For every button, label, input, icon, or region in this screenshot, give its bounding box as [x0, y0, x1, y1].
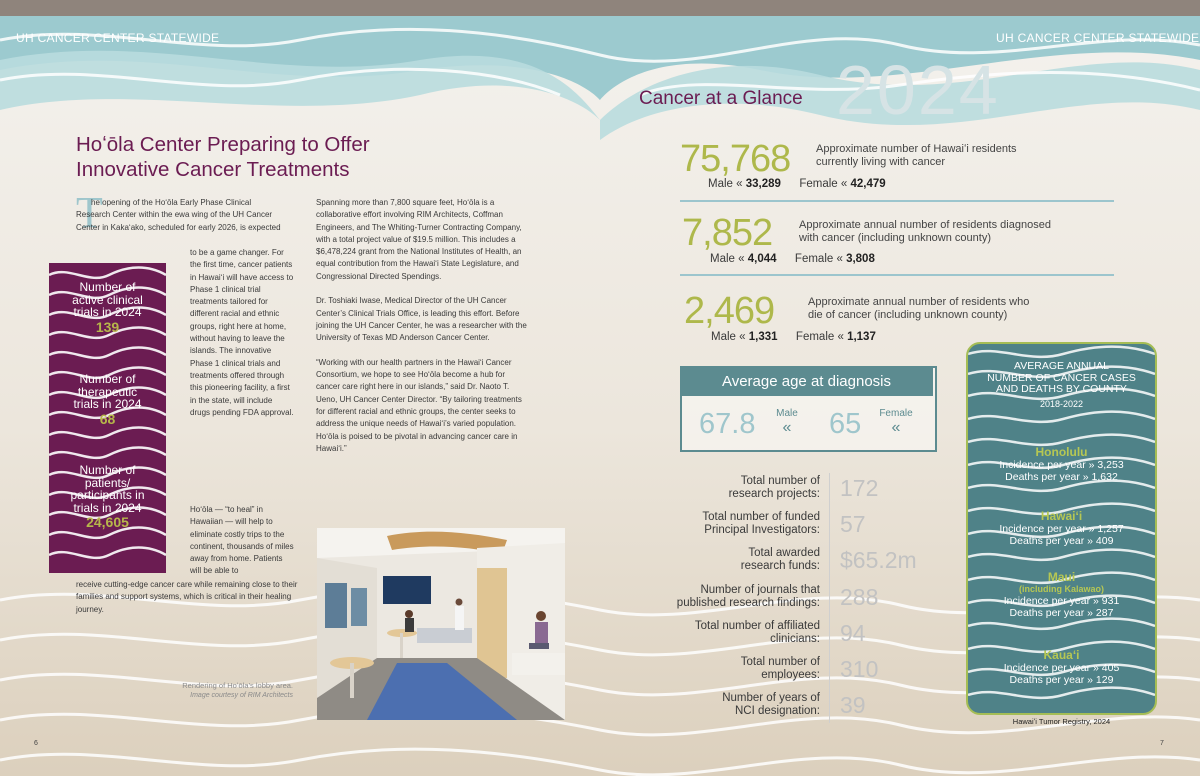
average-age-heading: Average age at diagnosis — [680, 366, 933, 396]
label-line: published research findings: — [676, 597, 820, 609]
article-paragraph: Dr. Toshiaki Iwase, Medical Director of the UH Cancer Center’s Clinical Trials Office, is leading this effort. Before joining the UH Cancer Center, he was a researcher with the University of Texas MD Anderson Cancer Center. — [316, 296, 527, 343]
stat-participants — [49, 464, 166, 530]
row-value: 310 — [840, 656, 879, 682]
stat-label: Number of — [79, 280, 136, 294]
male-label: Male « — [710, 253, 745, 265]
desc-line: currently living with cancer — [816, 156, 945, 168]
county-maui — [968, 570, 1155, 619]
female-value: 1,137 — [847, 331, 876, 343]
row-value: 57 — [840, 511, 866, 537]
article-column-2 — [316, 197, 530, 468]
stat-deaths-breakdown — [711, 331, 876, 343]
row-value: 288 — [840, 584, 879, 610]
stat-label: trials in 2024 — [73, 500, 142, 515]
row-value: 172 — [840, 475, 879, 501]
male-value: 4,044 — [747, 253, 777, 265]
male-age-label — [771, 408, 803, 436]
image-caption — [148, 681, 293, 701]
label-line: Total number of — [740, 475, 820, 487]
incidence-line: Incidence per year » 405 — [1003, 662, 1120, 674]
article-intro: he opening of the Hoʻōla Early Phase Clinical Research Center within the ewa wing of the UH Cancer Center in Kakaʻako, scheduled for early 2026, is expected — [76, 198, 281, 232]
male-label: Male « — [711, 331, 746, 343]
desc-line: die of cancer (including unknown county) — [808, 309, 1008, 321]
label-line: Total number of — [740, 656, 820, 668]
article-paragraph: “Working with our health partners in the Hawaiʻi Cancer Consortium, we hope to see Hoʻōla become a hub for cancer care right here in our islands,” said Dr. Naoto T. Ueno, UH Cancer Center Director. “By tailoring treatments for different racial and ethnic groups, the center seeks to address the unique needs of Hawaiʻi’s varied population. Hoʻōla is poised to be pivotal in advancing cancer care in Hawaiʻi.” — [316, 357, 522, 453]
stat-label: patients/ — [84, 475, 131, 490]
female-age-value: 65 — [829, 408, 862, 440]
stat-deaths-value: 2,469 — [684, 290, 775, 332]
label-line: Principal Investigators: — [704, 524, 820, 536]
page-number-right: 7 — [1160, 740, 1164, 747]
drop-cap: T — [76, 188, 103, 237]
male-value: 33,289 — [745, 178, 781, 190]
caption-credit: Image courtesy of RIM Architects — [190, 692, 293, 699]
row-value: 94 — [840, 620, 866, 646]
employees-row — [620, 656, 920, 692]
female-label: Female « — [799, 178, 848, 190]
stat-label: Number of — [79, 463, 136, 477]
deaths-line: Deaths per year » 409 — [1009, 535, 1114, 547]
principal-investigators-row — [620, 511, 920, 547]
lobby-rendering-image — [317, 528, 565, 720]
county-name: Honolulu — [1035, 445, 1088, 459]
male-label: Male « — [708, 178, 743, 190]
desc-line: with cancer (including unknown county) — [799, 232, 991, 244]
county-hawaii — [968, 509, 1155, 547]
label-line: Number of years of — [722, 692, 820, 704]
article-closing-paragraph: receive cutting-edge cancer care while remaining close to their families and support systems, which is critical in their healing journey. — [76, 580, 298, 614]
row-label — [610, 475, 820, 501]
incidence-line: Incidence per year » 1,257 — [999, 523, 1124, 535]
label-line: Total number of affiliated — [694, 620, 820, 632]
running-head-right: UH CANCER CENTER STATEWIDE — [996, 31, 1200, 45]
county-panel-heading — [968, 361, 1155, 410]
clinicians-row — [620, 620, 920, 656]
article-side-paragraph: to be a game changer. For the first time, cancer patients in Hawaiʻi will have access to Phase 1 clinical trial treatments tailored for different racial and ethnic groups, right here at home, without having to leave the islands. The innovative Phase 1 clinical trials and treatments offered through this pioneering facility, a first in the state, will include drugs pending FDA approval. — [190, 248, 294, 417]
stat-therapeutic-trials — [49, 373, 166, 427]
stat-diagnosed-value: 7,852 — [682, 212, 773, 254]
male-age-value: 67.8 — [699, 408, 756, 440]
county-name: Kauaʻi — [1043, 648, 1080, 662]
label-line: research projects: — [728, 488, 820, 500]
chevron-left-icon: « — [891, 419, 901, 436]
label-text: Female — [879, 408, 913, 419]
row-label — [610, 692, 820, 718]
label-line: research funds: — [740, 560, 820, 572]
row-label — [610, 547, 820, 573]
divider — [680, 200, 1114, 202]
stat-value: 24,605 — [86, 514, 129, 530]
desc-line: Approximate annual number of residents who — [808, 296, 1030, 308]
stat-diagnosed-breakdown — [710, 253, 875, 265]
glance-year: 2024 — [836, 51, 1000, 129]
stat-living-with-cancer-breakdown — [708, 178, 886, 190]
article-paragraph: Spanning more than 7,800 square feet, Hoʻōla is a collaborative effort involving RIM Architects, Coffman Engineers, and The Whiting-Turner Contracting Company, with a total project value of $19.5 million. This includes a $6,478,224 grant from the National Institutes of Health, an equal contribution from the Hawaiʻi State Legislature, and Congressional Directed Spendings. — [316, 198, 522, 281]
stat-diagnosed-desc — [799, 219, 1051, 245]
label-line: Total number of funded — [702, 511, 820, 523]
article-title-line-2: Innovative Cancer Treatments — [76, 158, 350, 182]
county-honolulu — [968, 445, 1155, 483]
deaths-line: Deaths per year » 1,632 — [1005, 471, 1118, 483]
divider — [680, 274, 1114, 276]
stat-value: 68 — [99, 410, 116, 427]
stat-label: Number of — [79, 372, 136, 386]
glance-title: Cancer at a Glance — [639, 88, 803, 109]
year-range: 2018-2022 — [1039, 398, 1084, 409]
incidence-line: Incidence per year » 3,253 — [999, 459, 1124, 471]
desc-line: Approximate number of Hawaiʻi residents — [816, 143, 1017, 155]
clinical-trials-panel — [49, 263, 166, 573]
label-line: Number of journals that — [700, 584, 820, 596]
county-kauai — [968, 648, 1155, 686]
female-label: Female « — [795, 331, 844, 343]
journals-row — [620, 584, 920, 620]
heading-line: AVERAGE ANNUAL — [1014, 360, 1109, 372]
stat-deaths-desc — [808, 296, 1029, 322]
research-projects-row — [620, 475, 920, 511]
stat-label: active clinical — [72, 292, 143, 307]
incidence-line: Incidence per year » 931 — [1003, 595, 1120, 607]
stat-label: therapeutic — [77, 384, 138, 399]
label-line: employees: — [761, 669, 820, 681]
chevron-left-icon: « — [782, 419, 792, 436]
row-label — [610, 620, 820, 646]
running-head-left: UH CANCER CENTER STATEWIDE — [16, 31, 220, 45]
heading-line: AND DEATHS BY COUNTY — [996, 383, 1127, 395]
research-funds-row — [620, 547, 920, 583]
female-age-label — [874, 408, 918, 436]
county-cases-panel — [966, 342, 1157, 715]
county-name: Hawaiʻi — [1040, 509, 1083, 523]
article-hoola-paragraph: Hoʻōla — “to heal” in Hawaiian — will help to eliminate costly trips to the continent, thousands of miles away from home. Patients will be able to — [190, 505, 294, 576]
stat-living-with-cancer-desc — [816, 143, 1017, 169]
female-value: 42,479 — [850, 178, 886, 190]
article-title-line-1: Hoʻōla Center Preparing to Offer — [76, 133, 370, 156]
label-text: Male — [776, 408, 798, 419]
label-line: clinicians: — [770, 633, 820, 645]
nci-designation-row — [620, 692, 920, 728]
row-value: $65.2m — [840, 547, 917, 573]
heading-line: NUMBER OF CANCER CASES — [987, 371, 1136, 384]
stat-label: trials in 2024 — [73, 397, 142, 411]
county-note: (including Kalawao) — [1018, 584, 1104, 594]
stat-value: 139 — [95, 318, 120, 335]
female-label: Female « — [794, 253, 843, 265]
article-title — [76, 132, 496, 183]
male-value: 1,331 — [748, 331, 778, 343]
deaths-line: Deaths per year » 287 — [1009, 607, 1114, 619]
label-line: NCI designation: — [734, 705, 820, 717]
label-line: Total awarded — [748, 547, 820, 559]
page-number-left: 6 — [34, 740, 38, 747]
deaths-line: Deaths per year » 129 — [1009, 674, 1114, 686]
row-label — [610, 584, 820, 610]
stat-active-trials — [49, 281, 166, 335]
desc-line: Approximate annual number of residents diagnosed — [799, 219, 1051, 231]
row-label — [610, 656, 820, 682]
stat-living-with-cancer-value: 75,768 — [680, 138, 791, 180]
stat-label: participants in — [70, 488, 145, 502]
caption-text: Rendering of Hoʻōla’s lobby area. — [182, 681, 293, 690]
county-name: Maui — [1047, 570, 1076, 584]
row-value: 39 — [840, 692, 866, 718]
source-note: Hawaiʻi Tumor Registry, 2024 — [1012, 717, 1111, 726]
row-label — [610, 511, 820, 537]
stat-label: trials in 2024 — [73, 305, 142, 319]
female-value: 3,808 — [846, 253, 875, 265]
